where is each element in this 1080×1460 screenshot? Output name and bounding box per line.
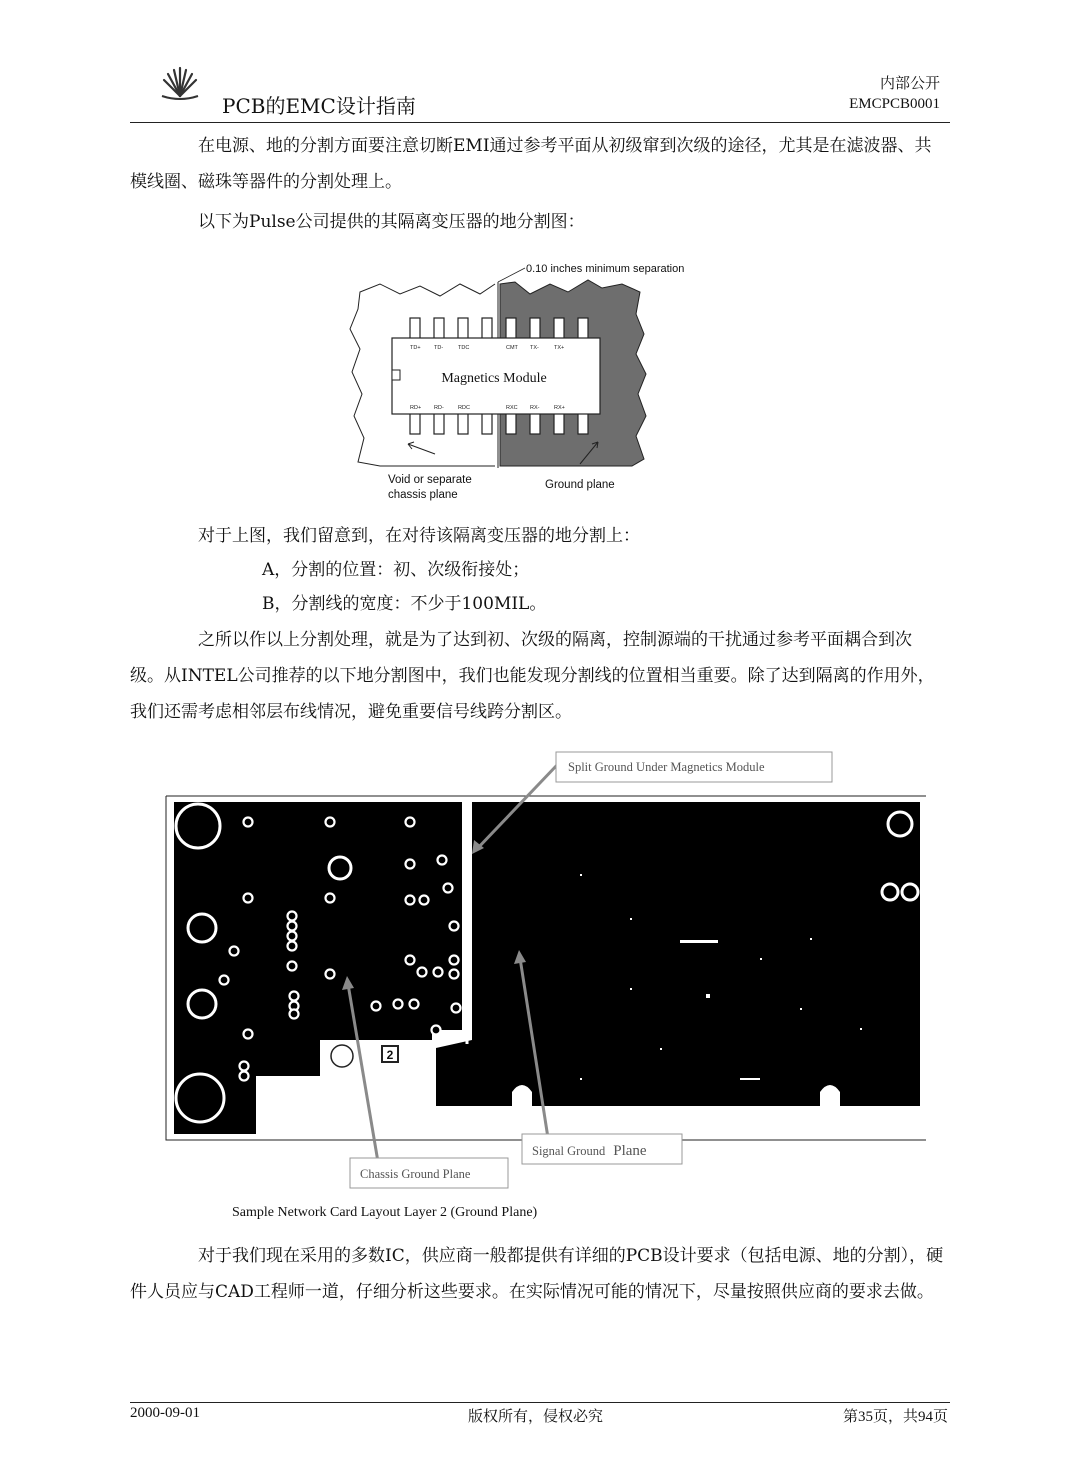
pin-label-bottom-5: RX- bbox=[530, 405, 540, 411]
paragraph-5: 对于我们现在采用的多数IC，供应商一般都提供有详细的PCB设计要求（包括电源、地的分割），硬件人员应与CAD工程师一道，仔细分析这些要求。在实际情况可能的情况下，尽量按照供应商的要求去做。 bbox=[130, 1246, 944, 1302]
pin-label-top-5: TX- bbox=[530, 345, 539, 351]
pin-label-top-1: TD+ bbox=[410, 345, 421, 351]
pin-top-3 bbox=[458, 318, 468, 340]
pin-label-top-2: TD- bbox=[434, 345, 444, 351]
pin-top-1 bbox=[410, 318, 420, 340]
pin-top-2 bbox=[434, 318, 444, 340]
footer-copyright: 版权所有，侵权必究 bbox=[468, 1409, 604, 1425]
body-text-mid bbox=[130, 518, 945, 554]
pin-label-bottom-6: RX+ bbox=[554, 405, 565, 411]
separation-label: 0.10 inches minimum separation bbox=[526, 263, 685, 275]
header-meta bbox=[849, 74, 940, 114]
pin-top-8 bbox=[578, 318, 588, 340]
pin-label-bottom-1: RD+ bbox=[410, 405, 422, 411]
paragraph-1: 在电源、地的分割方面要注意切断EMI通过参考平面从初级窜到次级的途径，尤其是在滤波器、共模线圈、磁珠等器件的分割处理上。 bbox=[130, 136, 932, 192]
list-item-a: A，分割的位置：初、次级衔接处； bbox=[262, 560, 530, 580]
footer-page: 第35页，共94页 bbox=[842, 1409, 948, 1425]
void-label-1: Void or separate bbox=[388, 474, 472, 486]
pin-bottom-7 bbox=[554, 412, 564, 434]
network-card-layout-figure bbox=[160, 748, 940, 1198]
document-code: EMCPCB0001 bbox=[849, 96, 940, 112]
pin-top-7 bbox=[554, 318, 564, 340]
header-rule bbox=[130, 122, 950, 123]
signal-ground-plane bbox=[436, 802, 920, 1106]
signal-ground-label bbox=[532, 1142, 647, 1159]
list-item-b: B，分割线的宽度：不少于100MIL。 bbox=[262, 594, 547, 614]
chassis-ground-label: Chassis Ground Plane bbox=[360, 1167, 471, 1181]
ground-plane-label: Ground plane bbox=[545, 479, 615, 491]
module-label: Magnetics Module bbox=[441, 371, 547, 386]
pin-bottom-5 bbox=[506, 412, 516, 434]
body-text-lower bbox=[130, 622, 945, 730]
signal-ground-label-b: Plane bbox=[613, 1143, 647, 1159]
pin-label-bottom-3: RDC bbox=[458, 405, 470, 411]
magnetics-module-figure bbox=[340, 254, 700, 506]
classification-label: 内部公开 bbox=[879, 76, 940, 92]
pin-bottom-2 bbox=[434, 412, 444, 434]
pin-top-6 bbox=[530, 318, 540, 340]
signal-ground-label-a: Signal Ground bbox=[532, 1144, 606, 1158]
pin-label-top-6: TX+ bbox=[554, 345, 565, 351]
pin-label-bottom-4: RXC bbox=[506, 405, 518, 411]
pin-label-bottom-2: RD- bbox=[434, 405, 444, 411]
pin-bottom-1 bbox=[410, 412, 420, 434]
pin-bottom-4 bbox=[482, 412, 492, 434]
pin-bottom-8 bbox=[578, 412, 588, 434]
pin-top-4 bbox=[482, 318, 492, 340]
pin-label-top-3: TDC bbox=[458, 345, 470, 351]
paragraph-4: 之所以作以上分割处理，就是为了达到初、次级的隔离，控制源端的干扰通过参考平面耦合到次级。从INTEL公司推荐的以下地分割图中，我们也能发现分割线的位置相当重要。除了达到隔离的作用外，我们还需考虑相邻层布线情况，避免重要信号线跨分割区。 bbox=[130, 630, 935, 722]
footer-date: 2000-09-01 bbox=[130, 1405, 200, 1421]
document-title: PCB的EMC设计指南 bbox=[222, 94, 416, 118]
void-label-2: chassis plane bbox=[388, 489, 458, 501]
paragraph-3: 对于上图，我们留意到，在对待该隔离变压器的地分割上： bbox=[198, 526, 640, 546]
body-text-top bbox=[130, 128, 945, 240]
body-text-bottom bbox=[130, 1238, 945, 1310]
module-notch bbox=[392, 370, 400, 380]
pin-bottom-6 bbox=[530, 412, 540, 434]
pin-label-top-4: CMT bbox=[506, 345, 518, 351]
paragraph-2: 以下为Pulse公司提供的其隔离变压器的地分割图： bbox=[198, 212, 585, 232]
split-ground-label: Split Ground Under Magnetics Module bbox=[568, 760, 765, 774]
footer-rule bbox=[130, 1402, 950, 1403]
pin-bottom-3 bbox=[458, 412, 468, 434]
pin-top-5 bbox=[506, 318, 516, 340]
marker-label: 2 bbox=[386, 1048, 394, 1062]
figure-caption: Sample Network Card Layout Layer 2 (Ground Plane) bbox=[232, 1205, 538, 1220]
company-logo bbox=[158, 66, 202, 110]
